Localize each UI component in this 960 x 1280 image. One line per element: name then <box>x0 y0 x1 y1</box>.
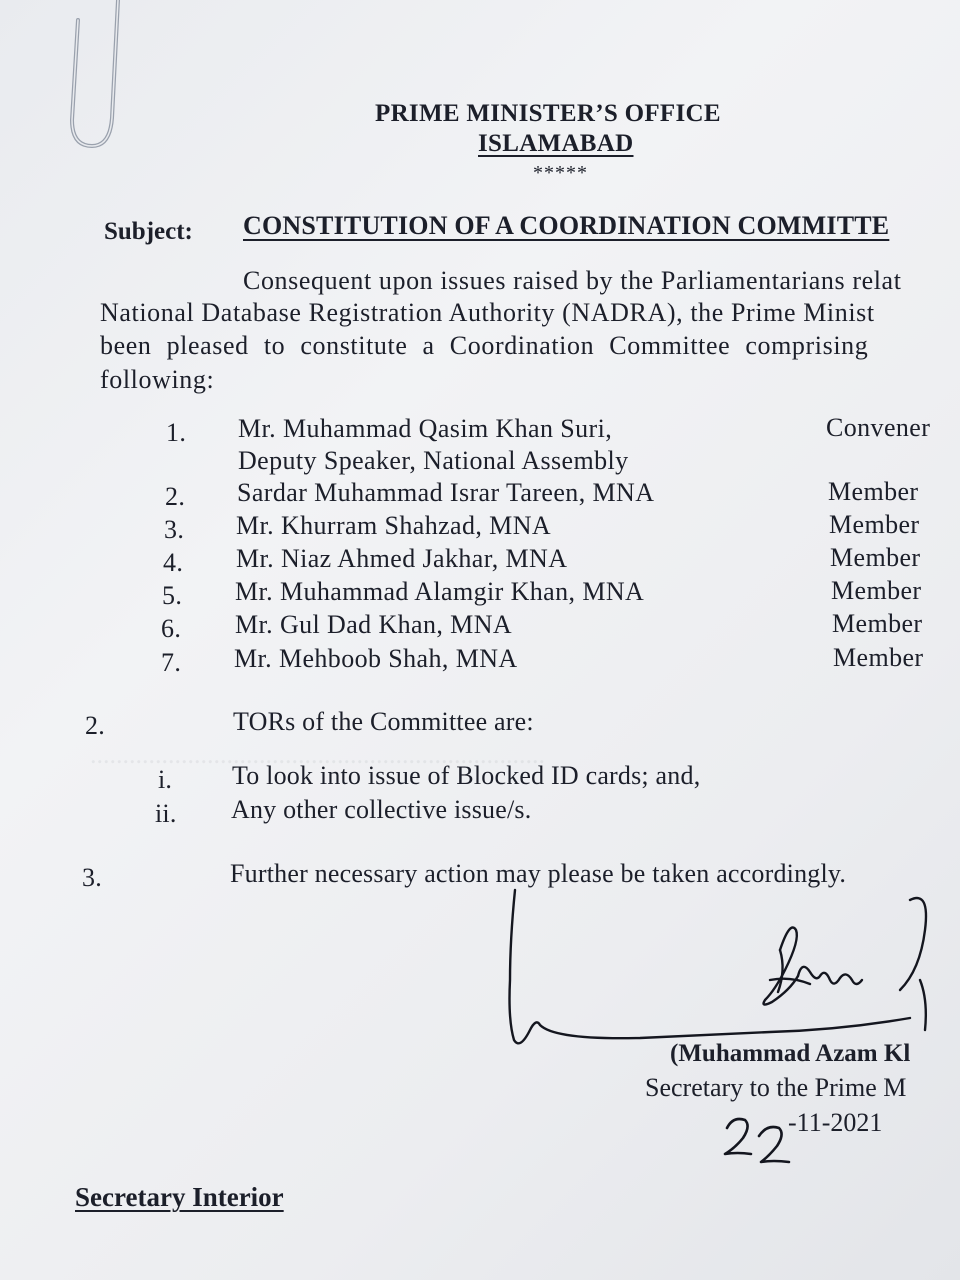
paragraph-3-text: Further necessary action may please be taken accordingly. <box>230 859 847 888</box>
member-number: 3. <box>164 515 185 544</box>
member-role: Member <box>830 543 921 572</box>
member-role: Member <box>828 477 919 506</box>
signature-date: -11-2021 <box>788 1108 883 1137</box>
member-role: Member <box>829 510 920 539</box>
member-role: Convener <box>826 413 931 442</box>
member-number: 2. <box>165 482 186 511</box>
paragraph-1-line-3: been pleased to constitute a Coordination Committee comprising <box>100 331 869 360</box>
member-name: Sardar Muhammad Israr Tareen, MNA <box>237 478 655 507</box>
paragraph-1-line-4: following: <box>100 365 215 394</box>
member-number: 4. <box>163 548 184 577</box>
member-role: Member <box>832 609 923 638</box>
tor-item: Any other collective issue/s. <box>231 795 532 824</box>
member-designation: Deputy Speaker, National Assembly <box>238 446 629 475</box>
paper-clip-icon <box>60 0 140 160</box>
city-title: ISLAMABAD <box>478 130 634 157</box>
paragraph-3-number: 3. <box>82 863 102 892</box>
member-name: Mr. Muhammad Alamgir Khan, MNA <box>235 577 645 606</box>
signatory-name: (Muhammad Azam Kl <box>670 1040 911 1067</box>
member-name: Mr. Muhammad Qasim Khan Suri, <box>238 414 613 443</box>
member-number: 1. <box>166 418 187 447</box>
member-number: 6. <box>161 614 182 643</box>
member-number: 5. <box>162 581 183 610</box>
paragraph-1-line-1: Consequent upon issues raised by the Parliamentarians relat <box>243 266 902 295</box>
member-name: Mr. Gul Dad Khan, MNA <box>235 610 513 639</box>
paragraph-1-line-2: National Database Registration Authority (NADRA), the Prime Minist <box>100 298 875 327</box>
member-name: Mr. Khurram Shahzad, MNA <box>236 511 552 540</box>
tor-number: ii. <box>155 799 177 828</box>
signatory-title: Secretary to the Prime M <box>645 1073 907 1102</box>
tor-item: To look into issue of Blocked ID cards; and, <box>232 761 701 790</box>
bleed-through-text: ...................................................................... <box>90 740 545 769</box>
member-number: 7. <box>161 648 182 677</box>
header-stars: ***** <box>533 162 588 184</box>
handwritten-date-day <box>715 1108 795 1168</box>
paragraph-2-number: 2. <box>85 711 105 740</box>
subject-text: CONSTITUTION OF A COORDINATION COMMITTE <box>243 211 890 240</box>
member-role: Member <box>831 576 922 605</box>
member-name: Mr. Niaz Ahmed Jakhar, MNA <box>236 544 568 573</box>
subject-label: Subject: <box>104 218 193 245</box>
tor-number: i. <box>158 765 173 794</box>
addressee: Secretary Interior <box>75 1182 284 1212</box>
office-title: PRIME MINISTER’S OFFICE <box>375 100 721 127</box>
paragraph-2-text: TORs of the Committee are: <box>233 707 534 736</box>
member-name: Mr. Mehboob Shah, MNA <box>234 644 518 673</box>
member-role: Member <box>833 643 924 672</box>
